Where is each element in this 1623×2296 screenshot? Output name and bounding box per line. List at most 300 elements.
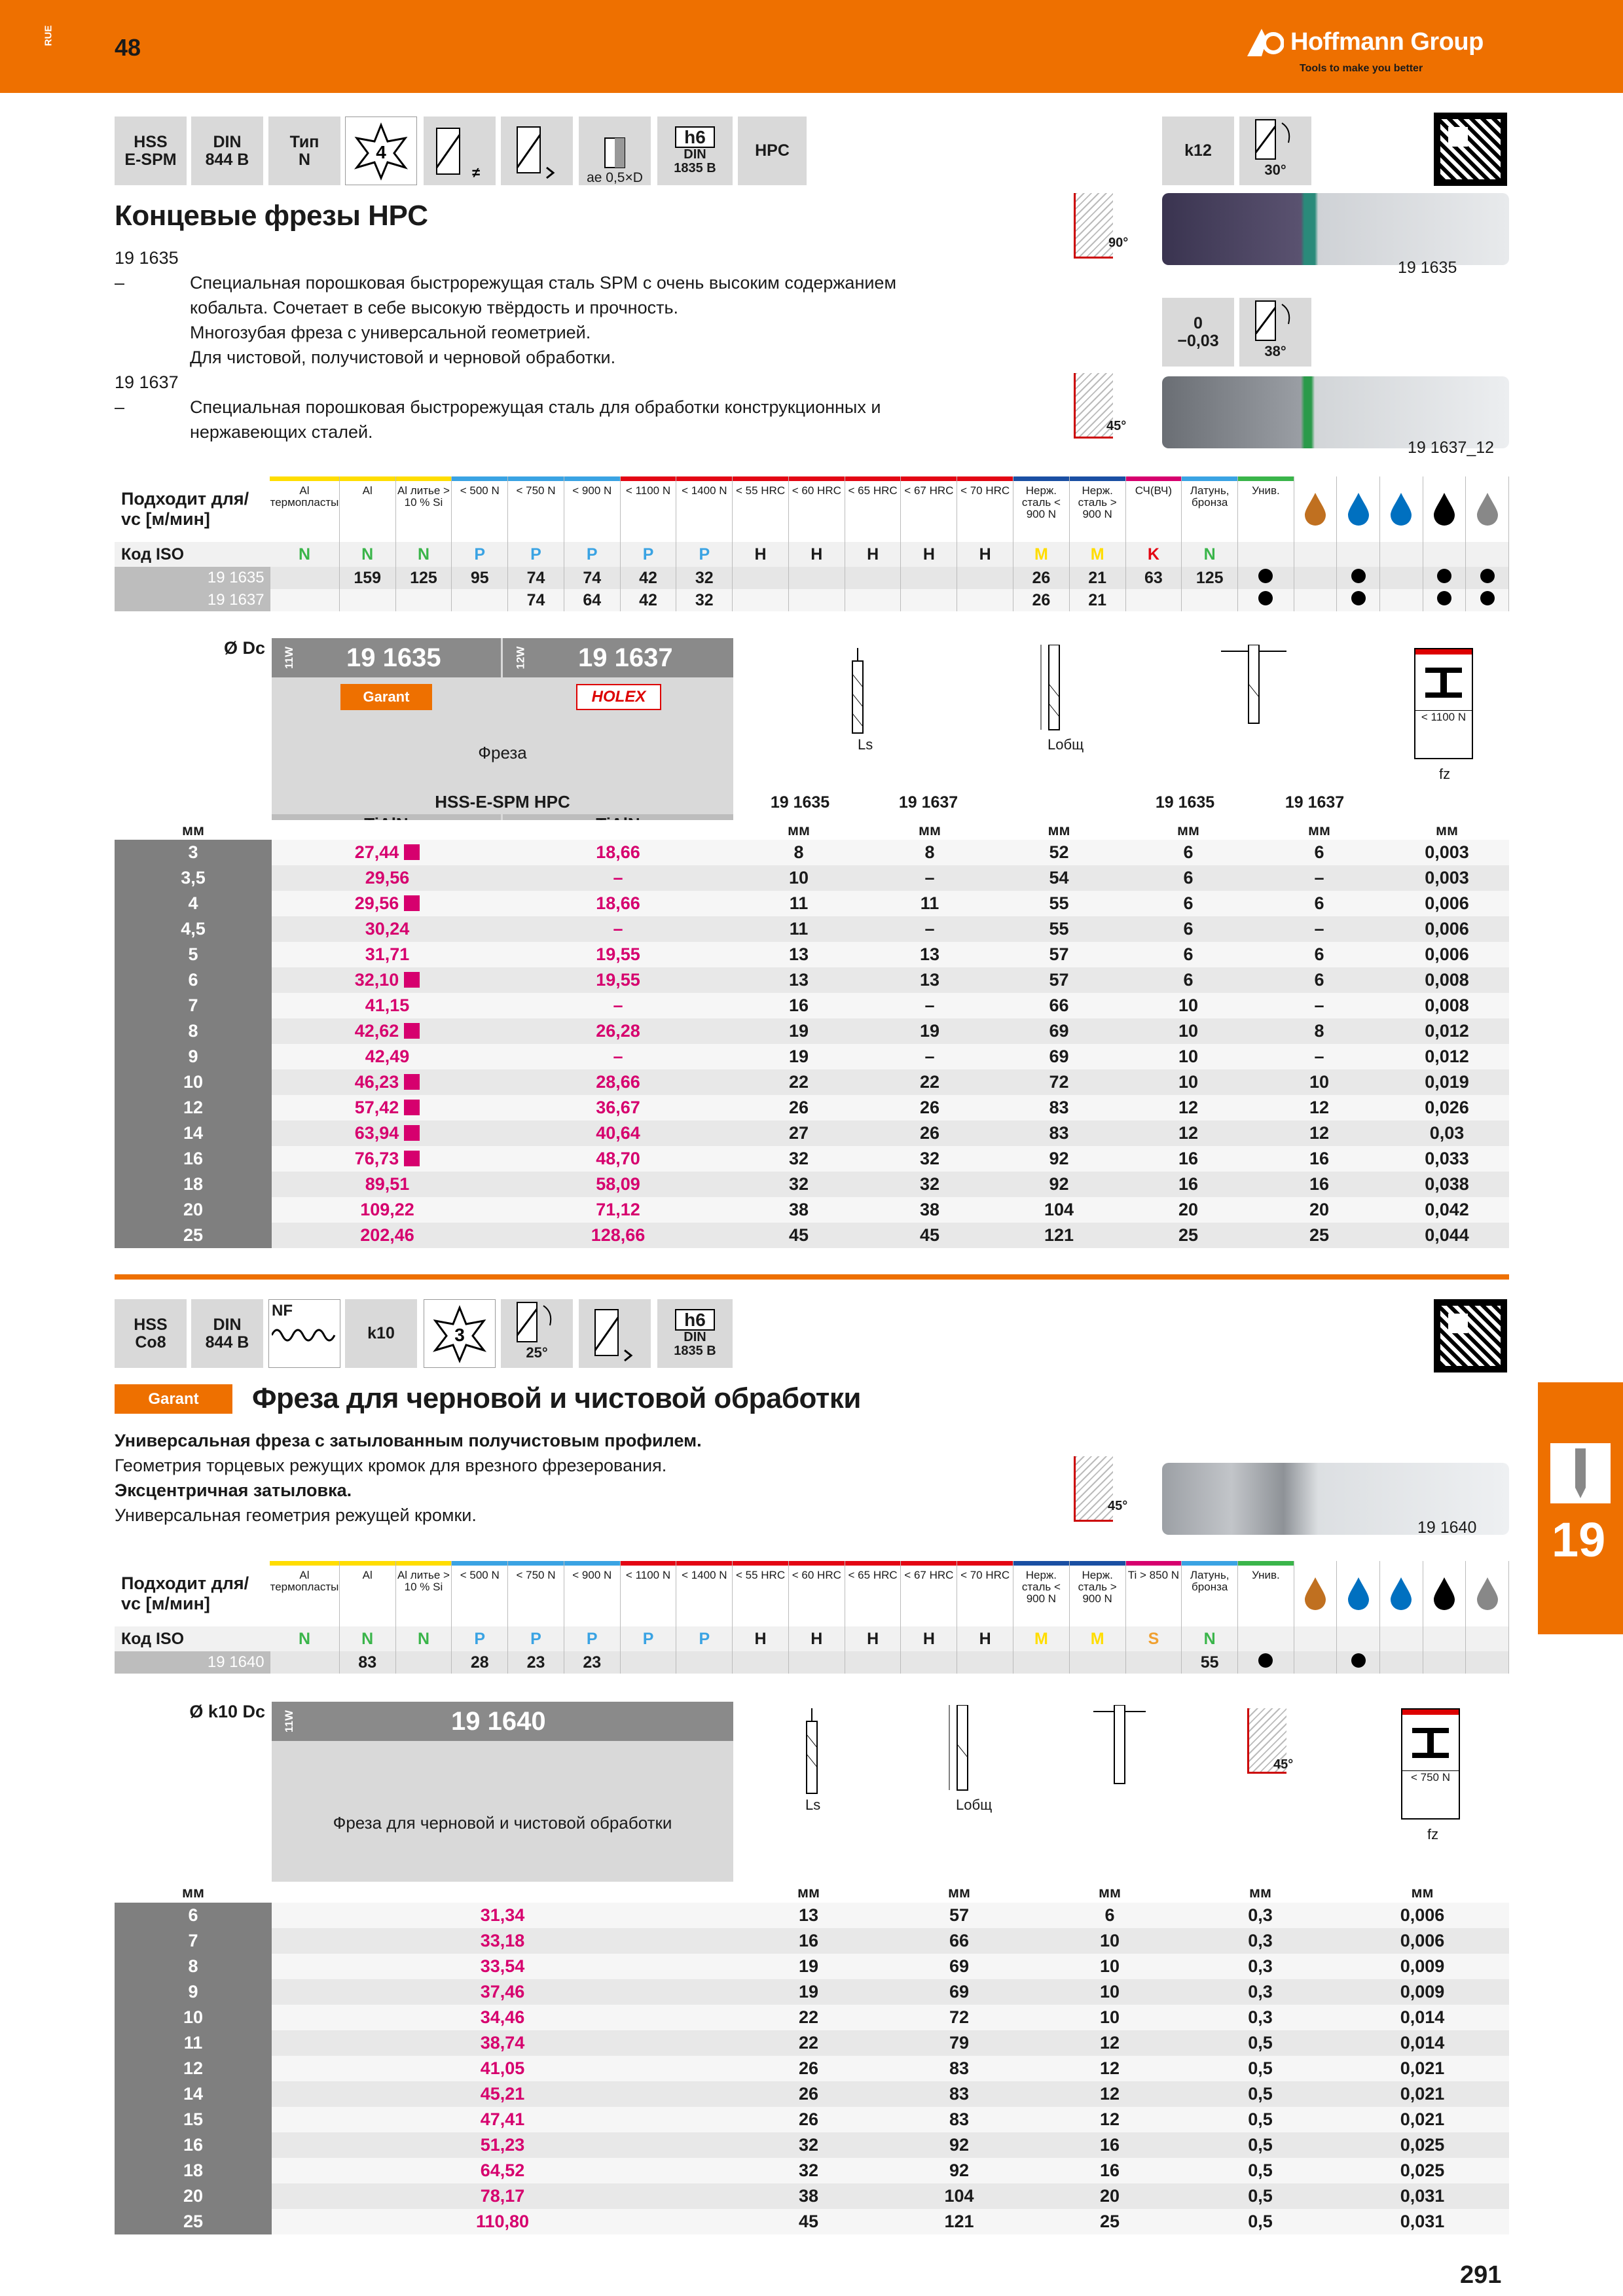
vc-191640: 34,46 xyxy=(272,2005,733,2030)
unit-cell: мм xyxy=(1254,820,1385,840)
vc-191637: 40,64 xyxy=(503,1121,733,1146)
cutting-speed xyxy=(395,589,452,611)
dc-value: 10 xyxy=(115,2005,272,2030)
material-label: HSS-E-SPM HPC xyxy=(435,792,570,812)
vc-191637: – xyxy=(503,916,733,942)
unit-cell: мм xyxy=(1034,1882,1185,1903)
description-line: Универсальная фреза с затылованным получистовым профилем. xyxy=(115,1431,702,1450)
l-label: Lобщ xyxy=(1048,736,1084,753)
chamfer-value: 0,3 xyxy=(1185,1979,1336,2005)
slot-depth-icon xyxy=(595,135,634,171)
cutting-speed xyxy=(270,589,339,611)
chamfer-angle-label: 45° xyxy=(1273,1757,1294,1772)
material-bar xyxy=(789,1561,845,1566)
suit-col-header xyxy=(452,476,508,542)
ds-value: 10 xyxy=(1034,2005,1185,2030)
angle-label: 45° xyxy=(1108,1499,1128,1513)
vc-191637: 28,66 xyxy=(503,1069,733,1095)
chamfer-value: 0,5 xyxy=(1185,2056,1336,2081)
material-label: < 1100 N xyxy=(625,1569,671,1581)
suit-header-label: Подходит для/ vc [м/мин] xyxy=(121,1573,249,1613)
cutting-speed: 55 xyxy=(1182,1651,1238,1674)
fz-value: 0,021 xyxy=(1336,2056,1509,2081)
cutting-speed xyxy=(957,567,1013,589)
vc-191637: 128,66 xyxy=(503,1223,733,1248)
description-text: Специальная порошковая быстрорежущая сталь для обработки конструкционных и xyxy=(190,397,881,417)
dc-value: 14 xyxy=(115,2081,272,2107)
ls-value: 26 xyxy=(733,2081,884,2107)
dc-value: 9 xyxy=(115,1044,272,1069)
helix-variable-symbol xyxy=(424,117,496,185)
suit-col-header xyxy=(1238,1561,1294,1626)
chamfer-value: 0,5 xyxy=(1185,2132,1336,2158)
unit-cell xyxy=(272,1882,733,1903)
ds-191635: 6 xyxy=(1123,891,1254,916)
ls-191637: 19 xyxy=(864,1018,995,1044)
ds-191635: 10 xyxy=(1123,1069,1254,1095)
material-bar xyxy=(733,476,788,481)
material-label: < 65 HRC xyxy=(848,1569,898,1581)
ds-value: 10 xyxy=(1034,1954,1185,1979)
fz-value: 0,006 xyxy=(1385,942,1509,967)
description-line xyxy=(115,245,1074,295)
dc-value: 4,5 xyxy=(115,916,272,942)
iso-code: H xyxy=(845,1626,901,1651)
l-label: Lобщ xyxy=(956,1797,993,1813)
chamfer-value: 0,5 xyxy=(1185,2081,1336,2107)
description-line xyxy=(183,320,1074,345)
ds-value: 16 xyxy=(1034,2132,1185,2158)
total-length: 57 xyxy=(995,967,1123,993)
suit-col-header xyxy=(788,476,845,542)
ls-191635: 19 xyxy=(733,1044,864,1069)
cutting-speed xyxy=(1238,589,1294,611)
ls-length-icon xyxy=(838,648,877,746)
cutting-speed xyxy=(788,1651,845,1674)
material-bar xyxy=(270,476,339,481)
material-bar xyxy=(564,1561,620,1566)
vc-191635: 42,49 xyxy=(272,1044,503,1069)
chamfer-value: 0,3 xyxy=(1185,1903,1336,1928)
angle-label: 45° xyxy=(1106,419,1127,433)
garant-brand-logo: Garant xyxy=(115,1384,232,1414)
hoffmann-logo-icon xyxy=(1247,26,1284,58)
material-bar xyxy=(564,476,620,481)
suit-col-header xyxy=(1069,1561,1125,1626)
ls-191637: 13 xyxy=(864,942,995,967)
suitable-dot-icon xyxy=(1258,591,1273,605)
material-bar xyxy=(845,476,901,481)
ls-label: Ls xyxy=(858,736,873,753)
material-label: Латунь, бронза xyxy=(1190,484,1230,509)
article-ref: 19 1635 – xyxy=(115,248,179,293)
fz-value: 0,042 xyxy=(1385,1197,1509,1223)
material-label: < 60 HRC xyxy=(792,1569,841,1581)
material-bar xyxy=(901,1561,957,1566)
dc-value: 9 xyxy=(115,1979,272,2005)
iso-code: H xyxy=(788,542,845,567)
drill-icon xyxy=(1550,1443,1611,1503)
fz-value: 0,025 xyxy=(1336,2158,1509,2183)
ls-191635: 32 xyxy=(733,1146,864,1172)
angle-45-icon xyxy=(1074,1456,1113,1522)
qr-code-icon[interactable] xyxy=(1434,113,1507,186)
material-bar xyxy=(1238,476,1294,481)
stock-marker-icon xyxy=(404,1023,420,1039)
coolant-indicator xyxy=(1423,567,1466,589)
suitable-dot-icon xyxy=(1258,569,1273,583)
vc-191637: 18,66 xyxy=(503,891,733,916)
ls-value: 19 xyxy=(733,1979,884,2005)
helix-b-symbol: 38° xyxy=(1239,298,1311,367)
iso-code: H xyxy=(788,1626,845,1651)
iso-code: P xyxy=(676,1626,733,1651)
material-bar xyxy=(1013,476,1069,481)
suit-col-header xyxy=(1013,476,1070,542)
ls-191635: 45 xyxy=(733,1223,864,1248)
center-cut-symbol xyxy=(579,1299,651,1368)
cutting-speed xyxy=(845,567,901,589)
material-bar xyxy=(1182,476,1237,481)
dc-value: 4 xyxy=(115,891,272,916)
suit-col-header xyxy=(270,1561,339,1626)
center-cut-symbol xyxy=(501,117,573,185)
suit-col-header xyxy=(339,476,395,542)
material-bar xyxy=(1070,476,1125,481)
mql-icon xyxy=(1466,1561,1509,1626)
suit-col-header xyxy=(676,1561,733,1626)
chamfer-value: 0,5 xyxy=(1185,2107,1336,2132)
cutting-speed xyxy=(270,1651,339,1674)
material-bar xyxy=(733,1561,788,1566)
ls-191635: 11 xyxy=(733,891,864,916)
svg-text:3: 3 xyxy=(454,1324,465,1345)
coolant-indicator xyxy=(1423,589,1466,611)
vc-191635: 29,56 xyxy=(272,865,503,891)
dc-value: 6 xyxy=(115,967,272,993)
helix-angle-icon xyxy=(430,122,489,181)
cutting-speed xyxy=(901,1651,957,1674)
description-text: нержавеющих сталей. xyxy=(190,422,373,442)
chamfer-value: 0,3 xyxy=(1185,1928,1336,1954)
coolant-indicator xyxy=(1337,1651,1380,1674)
fz-value: 0,008 xyxy=(1385,993,1509,1018)
cutting-speed xyxy=(733,567,789,589)
fz-value: 0,009 xyxy=(1336,1954,1509,1979)
ls-191635: 32 xyxy=(733,1172,864,1197)
dc-value: 8 xyxy=(115,1018,272,1044)
flutes-symbol xyxy=(424,1299,496,1368)
dc-value: 3 xyxy=(115,840,272,865)
ls-value: 26 xyxy=(733,2107,884,2132)
ds-191637: 6 xyxy=(1254,942,1385,967)
ds-191637: – xyxy=(1254,993,1385,1018)
material-bar xyxy=(508,1561,564,1566)
cutting-speed: 74 xyxy=(508,589,564,611)
total-length: 57 xyxy=(995,942,1123,967)
iso-code: M xyxy=(1013,1626,1070,1651)
material-label: < 55 HRC xyxy=(736,484,786,497)
vc-191635: 89,51 xyxy=(272,1172,503,1197)
water-drop-icon xyxy=(1337,1561,1380,1626)
dc-value: 12 xyxy=(115,1095,272,1121)
fz-value: 0,014 xyxy=(1336,2030,1509,2056)
dry-icon xyxy=(1423,476,1466,542)
material-bar xyxy=(621,476,676,481)
cutting-speed: 125 xyxy=(1182,567,1238,589)
fz-value: 0,006 xyxy=(1336,1903,1509,1928)
cutting-speed xyxy=(1238,567,1294,589)
suit-col-header xyxy=(733,476,789,542)
ls-191637: 22 xyxy=(864,1069,995,1095)
iso-spacer xyxy=(1294,1626,1337,1651)
cutting-speed xyxy=(845,589,901,611)
tool-type-label: Фреза xyxy=(478,743,527,762)
end-mill-image-a xyxy=(1162,193,1509,265)
ds-191637: 16 xyxy=(1254,1172,1385,1197)
catalog-page-number: 48 xyxy=(115,34,141,61)
qr-code-icon[interactable] xyxy=(1434,1299,1507,1372)
ds-191637: 12 xyxy=(1254,1095,1385,1121)
cutter-star-icon xyxy=(430,1304,489,1363)
ds-191635: 25 xyxy=(1123,1223,1254,1248)
ds-191635: 6 xyxy=(1123,942,1254,967)
dc-value: 20 xyxy=(115,1197,272,1223)
material-label: Al термопласты xyxy=(270,1569,339,1593)
cutting-speed: 28 xyxy=(452,1651,508,1674)
iso-code: S xyxy=(1125,1626,1182,1651)
svg-text:≠: ≠ xyxy=(471,164,481,181)
coolant-indicator xyxy=(1423,1651,1466,1674)
cutting-speed: 64 xyxy=(564,589,620,611)
dc-value: 25 xyxy=(115,2209,272,2234)
cutting-speed xyxy=(901,589,957,611)
ls-label: Ls xyxy=(805,1797,821,1813)
fz-value: 0,031 xyxy=(1336,2183,1509,2209)
i-beam-icon xyxy=(1415,655,1472,707)
material-bar xyxy=(1415,649,1472,655)
total-length: 83 xyxy=(995,1095,1123,1121)
iso-spacer xyxy=(1423,1626,1466,1651)
ds-191637: 10 xyxy=(1254,1069,1385,1095)
description-line xyxy=(183,345,1074,370)
vc-191637: 48,70 xyxy=(503,1146,733,1172)
fz-value: 0,012 xyxy=(1385,1018,1509,1044)
article-2-header: 12W 19 1637 xyxy=(503,638,733,677)
sub-article-1: 19 1635 xyxy=(1155,793,1215,812)
chamfer-value: 0,5 xyxy=(1185,2209,1336,2234)
stock-marker-icon xyxy=(404,844,420,860)
cutting-speed xyxy=(620,1651,676,1674)
chapter-tab[interactable] xyxy=(1538,1382,1623,1634)
suit-col-header xyxy=(957,1561,1013,1626)
cutting-speed xyxy=(733,589,789,611)
material-label: < 500 N xyxy=(460,1569,500,1581)
tolerance-b-symbol: 0 −0,03 xyxy=(1162,298,1234,367)
material-label: < 67 HRC xyxy=(904,1569,954,1581)
suit-col-header xyxy=(901,1561,957,1626)
suit-col-header xyxy=(508,476,564,542)
suit-col-header xyxy=(957,476,1013,542)
dc-value: 20 xyxy=(115,2183,272,2209)
dc-value: 14 xyxy=(115,1121,272,1146)
ls-191637: – xyxy=(864,993,995,1018)
total-length: 92 xyxy=(884,2132,1034,2158)
description-text: Многозубая фреза с универсальной геометрией. xyxy=(190,323,591,342)
ds-191635: 10 xyxy=(1123,1018,1254,1044)
iso-code: P xyxy=(620,1626,676,1651)
oil-drop-icon xyxy=(1294,476,1337,542)
ds-value: 10 xyxy=(1034,1979,1185,2005)
ds-191635: 6 xyxy=(1123,865,1254,891)
vc-191635: 30,24 xyxy=(272,916,503,942)
dc-label: Ø k10 Dc xyxy=(189,1702,265,1721)
iso-code: M xyxy=(1013,542,1070,567)
cutting-speed xyxy=(1125,589,1182,611)
fz-value: 0,03 xyxy=(1385,1121,1509,1146)
shank-symbol: h6 DIN 1835 B xyxy=(657,1299,733,1368)
stock-marker-icon xyxy=(404,972,420,988)
fz-value: 0,019 xyxy=(1385,1069,1509,1095)
iso-code: N xyxy=(395,1626,452,1651)
iso-code: N xyxy=(395,542,452,567)
dc-value: 16 xyxy=(115,1146,272,1172)
fz-value: 0,038 xyxy=(1385,1172,1509,1197)
ls-191635: 19 xyxy=(733,1018,864,1044)
material-label: < 900 N xyxy=(572,484,612,497)
material-label: Ti > 850 N xyxy=(1127,1569,1180,1581)
ls-191637: 13 xyxy=(864,967,995,993)
total-length: 83 xyxy=(884,2056,1034,2081)
chamfer-value: 0,3 xyxy=(1185,1954,1336,1979)
angle-label: 90° xyxy=(1108,236,1129,250)
din-symbol: DIN 844 B xyxy=(191,117,263,185)
total-length: 57 xyxy=(884,1903,1034,1928)
suit-col-header xyxy=(1125,1561,1182,1626)
chamfer-value: 0,5 xyxy=(1185,2158,1336,2183)
fz-value: 0,031 xyxy=(1336,2209,1509,2234)
total-length: 66 xyxy=(995,993,1123,1018)
fz-box: < 750 N xyxy=(1401,1708,1460,1820)
suitability-grid xyxy=(115,476,1509,611)
material-bar xyxy=(957,1561,1013,1566)
fz-value: 0,006 xyxy=(1385,916,1509,942)
suit-col-header xyxy=(676,476,733,542)
shank-diameter-icon xyxy=(1093,1705,1146,1790)
ls-191635: 22 xyxy=(733,1069,864,1095)
total-length: 92 xyxy=(995,1172,1123,1197)
ls-value: 22 xyxy=(733,2005,884,2030)
material-bar xyxy=(452,476,507,481)
description-text: Специальная порошковая быстрорежущая сталь SPM с очень высоким содержанием xyxy=(190,273,897,293)
vc-191637: 19,55 xyxy=(503,967,733,993)
stock-marker-icon xyxy=(404,1151,420,1166)
suit-col-header xyxy=(395,1561,452,1626)
dc-value: 18 xyxy=(115,2158,272,2183)
suit-col-header xyxy=(620,1561,676,1626)
article-header: 11W 19 1640 xyxy=(272,1702,733,1741)
cutting-speed: 63 xyxy=(1125,567,1182,589)
suitability-table-1 xyxy=(115,476,1509,624)
ls-value: 38 xyxy=(733,2183,884,2209)
end-mill-image-b xyxy=(1162,376,1509,448)
fz-value: 0,003 xyxy=(1385,865,1509,891)
iso-code: N xyxy=(1182,542,1238,567)
product-title: Концевые фрезы HPC xyxy=(115,200,428,232)
product-description xyxy=(115,1428,1031,1528)
cutting-speed: 95 xyxy=(452,567,508,589)
cutting-speed: 26 xyxy=(1013,589,1070,611)
material-label: < 70 HRC xyxy=(960,484,1010,497)
suitable-dot-icon xyxy=(1351,569,1366,583)
cutting-speed xyxy=(1125,1651,1182,1674)
cutting-speed xyxy=(957,589,1013,611)
ls-value: 32 xyxy=(733,2132,884,2158)
iso-spacer xyxy=(1380,542,1423,567)
vc-191635: 32,10 xyxy=(272,967,503,993)
suitable-dot-icon xyxy=(1437,569,1451,583)
vc-191635: 202,46 xyxy=(272,1223,503,1248)
material-bar xyxy=(789,476,845,481)
spray-icon xyxy=(1380,1561,1423,1626)
unit-cell: мм xyxy=(733,820,864,840)
material-label: < 500 N xyxy=(460,484,500,497)
unit-cell: мм xyxy=(115,820,272,840)
description-text: Для чистовой, получистовой и черновой обработки. xyxy=(190,348,616,367)
ls-value: 13 xyxy=(733,1903,884,1928)
iso-code: H xyxy=(901,1626,957,1651)
ds-191637: 8 xyxy=(1254,1018,1385,1044)
cutting-speed: 42 xyxy=(620,567,676,589)
ls-191637: 11 xyxy=(864,891,995,916)
ls-191637: – xyxy=(864,916,995,942)
oil-drop-icon xyxy=(1294,1561,1337,1626)
ds-191637: 6 xyxy=(1254,967,1385,993)
suit-col-header xyxy=(508,1561,564,1626)
ls-value: 32 xyxy=(733,2158,884,2183)
suitability-grid xyxy=(115,1561,1509,1674)
garant-brand-logo: Garant xyxy=(340,684,432,710)
material-bar xyxy=(396,1561,452,1566)
fz-value: 0,006 xyxy=(1385,891,1509,916)
ds-191637: – xyxy=(1254,1044,1385,1069)
dc-value: 8 xyxy=(115,1954,272,1979)
side-code: RUE xyxy=(43,25,54,46)
fz-value: 0,012 xyxy=(1385,1044,1509,1069)
iso-code: H xyxy=(733,542,789,567)
description-line xyxy=(115,370,1074,420)
cutting-speed xyxy=(845,1651,901,1674)
total-length: 72 xyxy=(995,1069,1123,1095)
ds-191637: – xyxy=(1254,865,1385,891)
cutting-speed: 74 xyxy=(508,567,564,589)
iso-code: M xyxy=(1069,1626,1125,1651)
total-length: 55 xyxy=(995,891,1123,916)
ls-191637: 26 xyxy=(864,1121,995,1146)
coolant-indicator xyxy=(1294,589,1337,611)
page-number: 291 xyxy=(1460,2261,1502,2289)
product-title: Фреза для черновой и чистовой обработки xyxy=(252,1382,861,1414)
vc-191637: 26,28 xyxy=(503,1018,733,1044)
material-label: Нерж. сталь > 900 N xyxy=(1078,484,1117,520)
vc-191635: 41,15 xyxy=(272,993,503,1018)
dry-icon xyxy=(1423,1561,1466,1626)
material-bar xyxy=(957,476,1013,481)
iso-code: P xyxy=(452,1626,508,1651)
suit-col-header xyxy=(788,1561,845,1626)
shank-symbol: h6 DIN 1835 B xyxy=(657,117,733,185)
suit-col-header xyxy=(395,476,452,542)
